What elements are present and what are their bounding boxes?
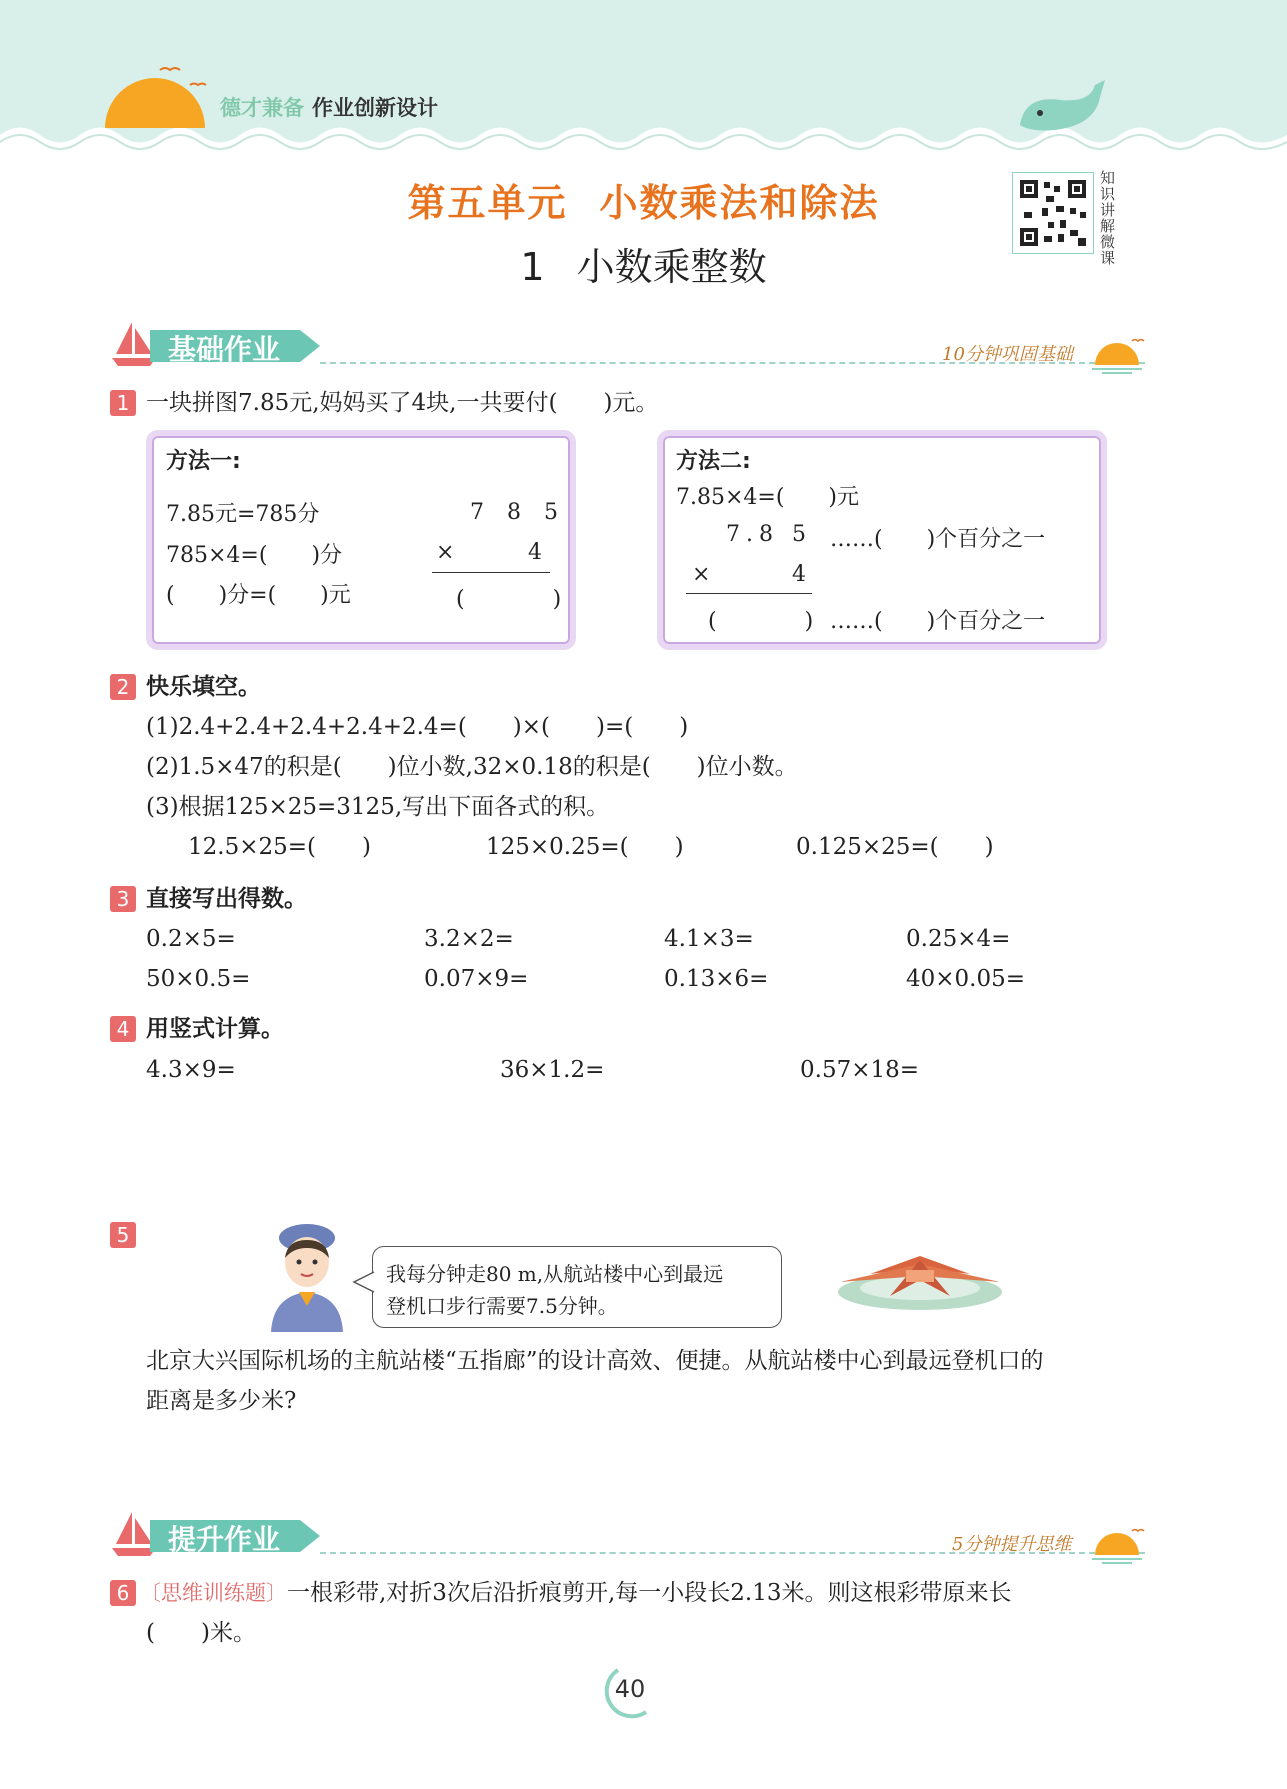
q3-r2-c1: 50×0.5= xyxy=(146,966,251,992)
qr-code-icon[interactable] xyxy=(1012,172,1094,254)
q3-number: 3 xyxy=(110,886,136,912)
method1-line3: ( )分=( )元 xyxy=(166,583,351,608)
q2-sub-1: 12.5×25=( ) xyxy=(188,834,371,860)
small-sun-icon xyxy=(1090,335,1150,375)
page-number: 40 xyxy=(614,1675,646,1703)
advanced-section-subtitle: 5分钟提升思维 xyxy=(952,1534,1072,1555)
unit-topic: 小数乘法和除法 xyxy=(599,181,880,225)
whale-icon xyxy=(1010,75,1110,135)
method1-vertical-result: ( ) xyxy=(456,587,562,612)
method1-vertical-op: × xyxy=(436,540,455,565)
q2-sub-3: 0.125×25=( ) xyxy=(796,834,994,860)
q4-number: 4 xyxy=(110,1016,136,1042)
method2-vertical-result: ( ) xyxy=(708,609,814,634)
q5-text-line2: 距离是多少米? xyxy=(146,1388,297,1414)
method2-line1: 7.85×4=( )元 xyxy=(676,485,860,510)
method1-line2: 785×4=( )分 xyxy=(166,543,343,568)
lesson-number: 1 xyxy=(520,245,545,289)
unit-label: 第五单元 xyxy=(407,181,568,225)
q3-r1-c1: 0.2×5= xyxy=(146,926,236,952)
sun-logo-icon xyxy=(100,60,210,130)
q3-r1-c2: 3.2×2= xyxy=(424,926,514,952)
q4-title: 用竖式计算。 xyxy=(146,1016,284,1042)
q4-item-3: 0.57×18= xyxy=(800,1057,920,1083)
q1-number: 1 xyxy=(110,390,136,416)
qr-label: 知识讲解微课 xyxy=(1100,169,1116,267)
q3-r2-c2: 0.07×9= xyxy=(424,966,529,992)
basic-section-subtitle: 10分钟巩固基础 xyxy=(942,344,1073,365)
q6-text-line2: ( )米。 xyxy=(146,1620,256,1646)
q2-number: 2 xyxy=(110,674,136,700)
small-sun-icon-2 xyxy=(1090,1525,1150,1565)
q3-r2-c3: 0.13×6= xyxy=(664,966,769,992)
airport-illustration-icon xyxy=(830,1246,1010,1316)
method2-vertical-top: 7.8 5 xyxy=(726,522,812,547)
q2-line2: (2)1.5×47的积是( )位小数,32×0.18的积是( )位小数。 xyxy=(146,754,798,780)
lesson-name: 小数乘整数 xyxy=(576,245,767,289)
q1-text: 一块拼图7.85元,妈妈买了4块,一共要付( )元。 xyxy=(146,390,659,416)
q3-r1-c3: 4.1×3= xyxy=(664,926,754,952)
q3-title: 直接写出得数。 xyxy=(146,886,307,912)
method1-line1: 7.85元=785分 xyxy=(166,502,320,527)
speech-line1: 我每分钟走80 m,从航站楼中心到最远 xyxy=(386,1262,724,1286)
brand-main: 作业创新设计 xyxy=(312,96,438,120)
method1-vertical-multiplier: 4 xyxy=(528,540,542,565)
method2-vertical-op: × xyxy=(692,562,711,587)
q3-r2-c4: 40×0.05= xyxy=(906,966,1026,992)
q6-line1 xyxy=(140,1578,1011,1608)
method1-vertical-rule xyxy=(432,572,550,573)
q5-text-line1: 北京大兴国际机场的主航站楼“五指廊”的设计高效、便捷。从航站楼中心到最远登机口的 xyxy=(146,1348,1044,1374)
q2-line1: (1)2.4+2.4+2.4+2.4+2.4=( )×( )=( ) xyxy=(146,714,689,740)
q6-number: 6 xyxy=(110,1580,136,1606)
method2-top-note: ……( )个百分之一 xyxy=(830,527,1046,552)
method2-vertical-rule xyxy=(686,593,812,594)
method1-title: 方法一: xyxy=(166,449,241,474)
method2-result-note: ……( )个百分之一 xyxy=(830,609,1046,634)
q2-title: 快乐填空。 xyxy=(146,674,261,700)
q3-r1-c4: 0.25×4= xyxy=(906,926,1011,952)
flight-attendant-icon xyxy=(265,1220,349,1332)
brand-accent: 德才兼备 xyxy=(220,96,304,120)
q5-number: 5 xyxy=(110,1222,136,1248)
speech-bubble-tail xyxy=(352,1270,376,1294)
method1-vertical-top: 7 8 5 xyxy=(470,500,566,525)
q4-item-2: 36×1.2= xyxy=(500,1057,605,1083)
basic-section-title: 基础作业 xyxy=(168,333,281,366)
q6-text-line1: 一根彩带,对折3次后沿折痕剪开,每一小段长2.13米。则这根彩带原来长 xyxy=(287,1580,1012,1606)
advanced-section-title: 提升作业 xyxy=(168,1523,281,1556)
brand xyxy=(220,92,438,122)
q2-line3: (3)根据125×25=3125,写出下面各式的积。 xyxy=(146,794,610,820)
method2-title: 方法二: xyxy=(676,449,751,474)
speech-line2: 登机口步行需要7.5分钟。 xyxy=(386,1294,618,1318)
q4-item-1: 4.3×9= xyxy=(146,1057,236,1083)
q2-sub-2: 125×0.25=( ) xyxy=(486,834,684,860)
method2-vertical-multiplier: 4 xyxy=(792,562,806,587)
q6-tag: 〔思维训练题〕 xyxy=(140,1581,287,1605)
